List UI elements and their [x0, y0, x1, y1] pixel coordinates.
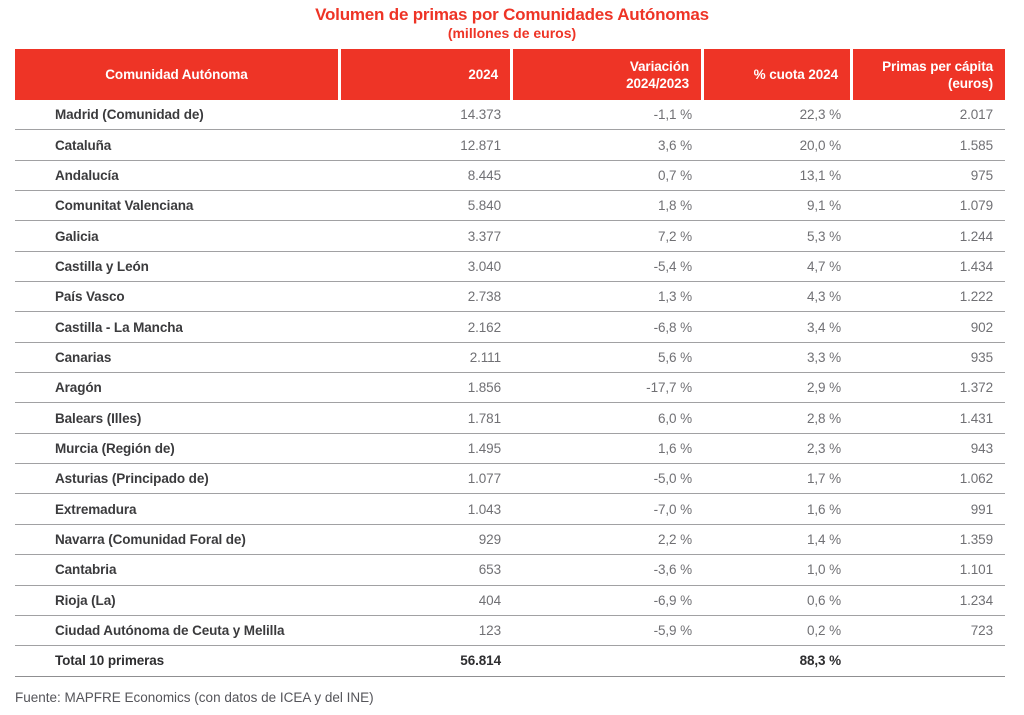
- per-capita-cell: 1.372: [959, 380, 993, 396]
- share-cell: 2,8 %: [806, 410, 841, 426]
- share-cell: 1,0 %: [806, 562, 841, 578]
- premium-2024-cell: 3.040: [467, 258, 501, 274]
- table-row: [15, 221, 1005, 251]
- per-capita-cell: 1.585: [959, 137, 993, 153]
- premium-2024-cell: 2.162: [467, 319, 501, 335]
- share-cell: 3,4 %: [806, 319, 841, 335]
- variation-cell: -5,0 %: [653, 471, 692, 487]
- header-label-line2: (euros): [947, 75, 993, 91]
- per-capita-cell: 975: [970, 167, 993, 183]
- community-name-cell: Andalucía: [55, 167, 119, 183]
- premium-2024-cell: 2.738: [467, 289, 501, 305]
- community-name-cell: Rioja (La): [55, 592, 116, 608]
- per-capita-cell: 2.017: [959, 107, 993, 123]
- community-name-cell: Cantabria: [55, 562, 117, 578]
- premium-2024-cell: 1.495: [467, 440, 501, 456]
- table-row: [15, 403, 1005, 433]
- premium-2024-cell: 2.111: [469, 349, 501, 365]
- table-row: [15, 373, 1005, 403]
- community-name-cell: Asturias (Principado de): [55, 471, 209, 487]
- per-capita-cell: 1.434: [959, 258, 993, 274]
- premium-2024-cell: 404: [478, 592, 501, 608]
- per-capita-cell: 991: [970, 501, 993, 517]
- source-note: Fuente: MAPFRE Economics (con datos de ICEA y del INE): [15, 689, 374, 705]
- premium-2024-cell: 5.840: [467, 198, 501, 214]
- header-label-line1: Primas per cápita: [882, 58, 993, 74]
- share-cell: 9,1 %: [806, 198, 841, 214]
- table-row: [15, 555, 1005, 585]
- share-cell: 0,2 %: [806, 623, 841, 639]
- share-cell: 22,3 %: [799, 107, 841, 123]
- header-cell-cuota: [704, 49, 853, 100]
- table-row: [15, 312, 1005, 342]
- variation-cell: -17,7 %: [646, 380, 692, 396]
- table-row: [15, 161, 1005, 191]
- premium-2024-cell: 653: [478, 562, 501, 578]
- share-cell: 13,1 %: [799, 167, 841, 183]
- share-cell: 1,7 %: [806, 471, 841, 487]
- share-cell: 2,9 %: [806, 380, 841, 396]
- premium-2024-cell: 8.445: [467, 167, 501, 183]
- per-capita-cell: 1.234: [959, 592, 993, 608]
- variation-cell: 2,2 %: [657, 531, 692, 547]
- table-row: [15, 525, 1005, 555]
- community-name-cell: Madrid (Comunidad de): [55, 107, 204, 123]
- header-cell-variacion: [513, 49, 704, 100]
- table-header: [15, 49, 1005, 100]
- variation-cell: -5,4 %: [653, 258, 692, 274]
- per-capita-cell: 935: [970, 349, 993, 365]
- variation-cell: 7,2 %: [657, 228, 692, 244]
- header-label: 2024: [468, 67, 498, 82]
- community-name-cell: Ciudad Autónoma de Ceuta y Melilla: [55, 623, 285, 639]
- per-capita-cell: 723: [970, 623, 993, 639]
- table-row: [15, 586, 1005, 616]
- variation-cell: 0,7 %: [657, 167, 692, 183]
- variation-cell: 1,6 %: [657, 440, 692, 456]
- community-name-cell: Comunitat Valenciana: [55, 198, 194, 214]
- table-row: [15, 282, 1005, 312]
- header-label-line2: 2024/2023: [626, 75, 689, 91]
- variation-cell: 5,6 %: [657, 349, 692, 365]
- variation-cell: -6,9 %: [653, 592, 692, 608]
- page-subtitle: (millones de euros): [447, 25, 577, 41]
- variation-cell: -3,6 %: [653, 562, 692, 578]
- premium-2024-cell: 1.856: [467, 380, 501, 396]
- per-capita-cell: 1.222: [959, 289, 993, 305]
- variation-cell: 1,3 %: [657, 289, 692, 305]
- per-capita-cell: 902: [970, 319, 993, 335]
- total-label: Total 10 primeras: [55, 653, 165, 669]
- variation-cell: -7,0 %: [653, 501, 692, 517]
- share-cell: 0,6 %: [806, 592, 841, 608]
- table-row: [15, 252, 1005, 282]
- community-name-cell: Extremadura: [55, 501, 137, 517]
- community-name-cell: Castilla y León: [55, 258, 149, 274]
- table-row: [15, 434, 1005, 464]
- total-row: [15, 646, 1005, 676]
- community-name-cell: Galicia: [55, 228, 99, 244]
- premium-2024-cell: 929: [478, 531, 501, 547]
- table-row: [15, 494, 1005, 524]
- header-cell-percapita: [853, 49, 1005, 100]
- premium-2024-cell: 3.377: [467, 228, 501, 244]
- variation-cell: 6,0 %: [657, 410, 692, 426]
- community-name-cell: Castilla - La Mancha: [55, 319, 183, 335]
- premium-2024-cell: 14.373: [460, 107, 501, 123]
- per-capita-cell: 943: [970, 440, 993, 456]
- header-cell-2024: [341, 49, 513, 100]
- per-capita-cell: 1.062: [959, 471, 993, 487]
- share-cell: 1,6 %: [806, 501, 841, 517]
- premiums-table: [15, 49, 1005, 677]
- share-cell: 5,3 %: [806, 228, 841, 244]
- share-cell: 3,3 %: [806, 349, 841, 365]
- table-row: [15, 130, 1005, 160]
- total-share-cell: 88,3 %: [799, 653, 841, 669]
- table-row: [15, 343, 1005, 373]
- share-cell: 20,0 %: [799, 137, 841, 153]
- variation-cell: 1,8 %: [657, 198, 692, 214]
- table-row: [15, 191, 1005, 221]
- community-name-cell: País Vasco: [55, 289, 125, 305]
- per-capita-cell: 1.359: [959, 531, 993, 547]
- total-premium-2024-cell: 56.814: [460, 653, 501, 669]
- share-cell: 1,4 %: [806, 531, 841, 547]
- community-name-cell: Balears (Illes): [55, 410, 142, 426]
- premium-2024-cell: 1.781: [467, 410, 501, 426]
- page-title: Volumen de primas por Comunidades Autónomas: [315, 5, 709, 24]
- community-name-cell: Murcia (Región de): [55, 440, 175, 456]
- variation-cell: -1,1 %: [653, 107, 692, 123]
- header-label: Comunidad Autónoma: [105, 67, 248, 82]
- community-name-cell: Aragón: [55, 380, 102, 396]
- per-capita-cell: 1.244: [959, 228, 993, 244]
- variation-cell: -5,9 %: [653, 623, 692, 639]
- premium-2024-cell: 1.077: [467, 471, 501, 487]
- per-capita-cell: 1.101: [959, 562, 993, 578]
- header-label: % cuota 2024: [753, 67, 838, 82]
- community-name-cell: Cataluña: [55, 137, 112, 153]
- header-label-line1: Variación: [629, 58, 689, 74]
- variation-cell: -6,8 %: [653, 319, 692, 335]
- per-capita-cell: 1.431: [959, 410, 993, 426]
- table-row: [15, 100, 1005, 130]
- share-cell: 4,3 %: [806, 289, 841, 305]
- premium-2024-cell: 123: [478, 623, 501, 639]
- premium-2024-cell: 12.871: [460, 137, 501, 153]
- variation-cell: 3,6 %: [657, 137, 692, 153]
- premium-2024-cell: 1.043: [467, 501, 501, 517]
- per-capita-cell: 1.079: [959, 198, 993, 214]
- community-name-cell: Navarra (Comunidad Foral de): [55, 531, 246, 547]
- share-cell: 4,7 %: [806, 258, 841, 274]
- community-name-cell: Canarias: [55, 349, 112, 365]
- table-row: [15, 464, 1005, 494]
- table-row: [15, 616, 1005, 646]
- header-cell-comunidad: [15, 49, 341, 100]
- share-cell: 2,3 %: [806, 440, 841, 456]
